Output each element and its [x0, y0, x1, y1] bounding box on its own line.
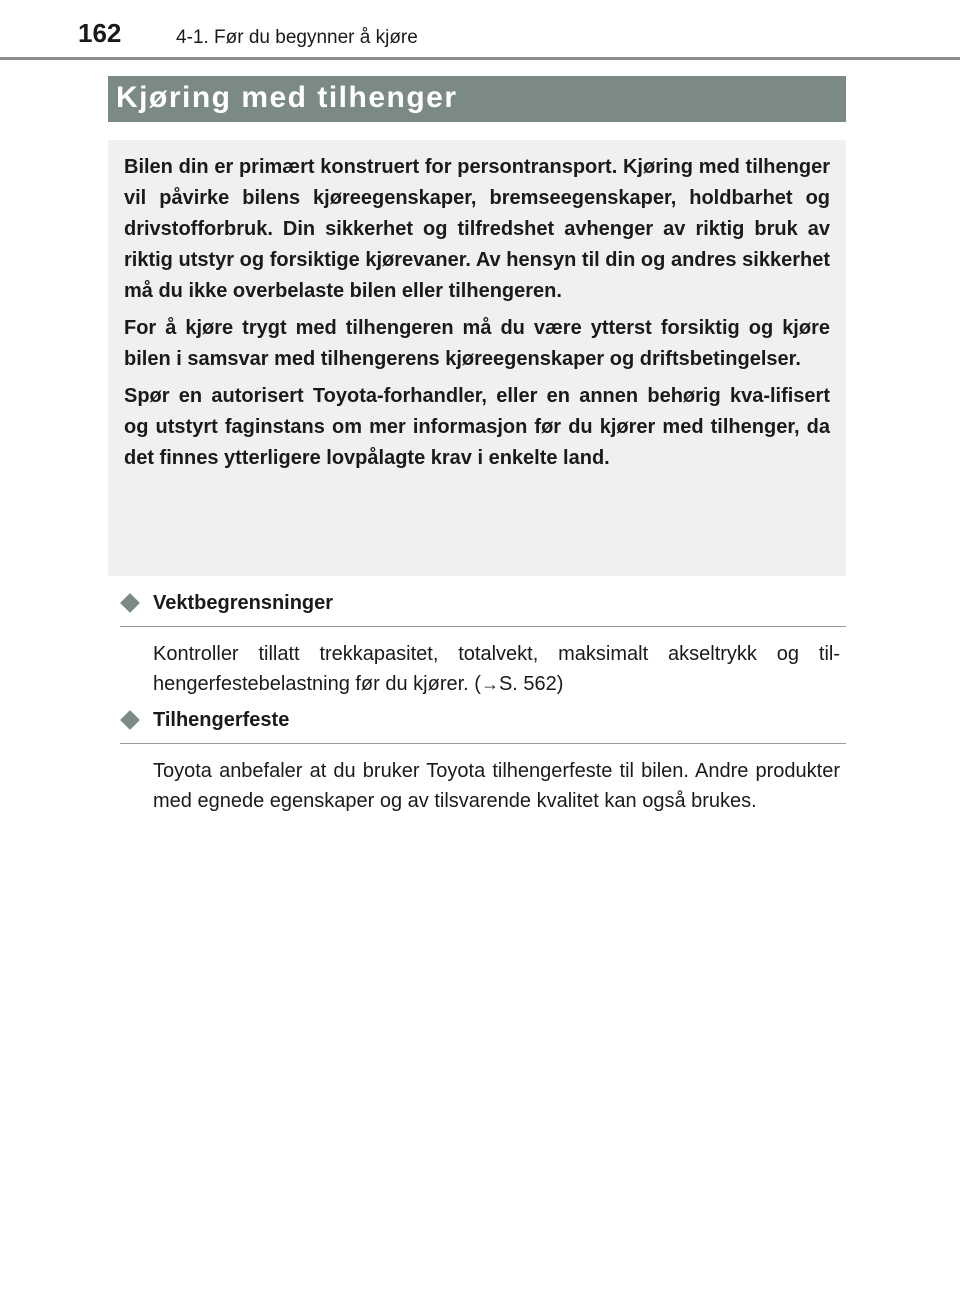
section-heading [120, 709, 846, 744]
section-body [153, 639, 840, 699]
section-title: Tilhengerfeste [153, 709, 290, 731]
arrow-right-icon: → [480, 674, 499, 694]
page-reference-link[interactable]: S. 562) [498, 673, 564, 695]
page-title: Kjøring med tilhenger [116, 81, 458, 114]
section-text: Kontroller tillatt trekkapasitet, totalvekt, maksimalt akseltrykk og til-hengerfestebelastning før du kjører. ( [153, 643, 840, 695]
page-header [0, 0, 960, 62]
section-tow-hitch [120, 709, 846, 816]
chapter-title: 4-1. Før du begynner å kjøre [176, 27, 418, 48]
diamond-icon [120, 593, 140, 613]
section-heading [120, 592, 846, 627]
header-divider [0, 57, 960, 60]
page-number: 162 [78, 18, 122, 48]
intro-paragraph-3: Spør en autorisert Toyota-forhandler, eller en annen behørig kva-lifisert og utstyrt faginstans om mer informasjon før du kjører med tilhenger, da det finnes ytterligere lovpålagte krav i enkelte land. [124, 385, 830, 469]
intro-paragraph-2: For å kjøre trygt med tilhengeren må du være ytterst forsiktig og kjøre bilen i samsvar med tilhengerens kjøreegenskaper og driftsbetingelser. [124, 317, 830, 370]
section-title: Vektbegrensninger [153, 592, 334, 614]
intro-box [108, 140, 846, 576]
intro-paragraph-1: Bilen din er primært konstruert for persontransport. Kjøring med tilhenger vil påvirke bilens kjøreegenskaper, bremseegenskaper, holdbarhet og drivstofforbruk. Din sikkerhet og tilfredshet avhenger av riktig bruk av riktig utstyr og forsiktige kjørevaner. Av hensyn til din og andres sikkerhet må du ikke overbelaste bilen eller tilhengeren. [124, 156, 830, 302]
diamond-icon [120, 710, 140, 730]
section-body: Toyota anbefaler at du bruker Toyota tilhengerfeste til bilen. Andre produkter med egnede egenskaper og av tilsvarende kvalitet kan også brukes. [153, 760, 840, 812]
section-weight-limits [120, 592, 846, 699]
